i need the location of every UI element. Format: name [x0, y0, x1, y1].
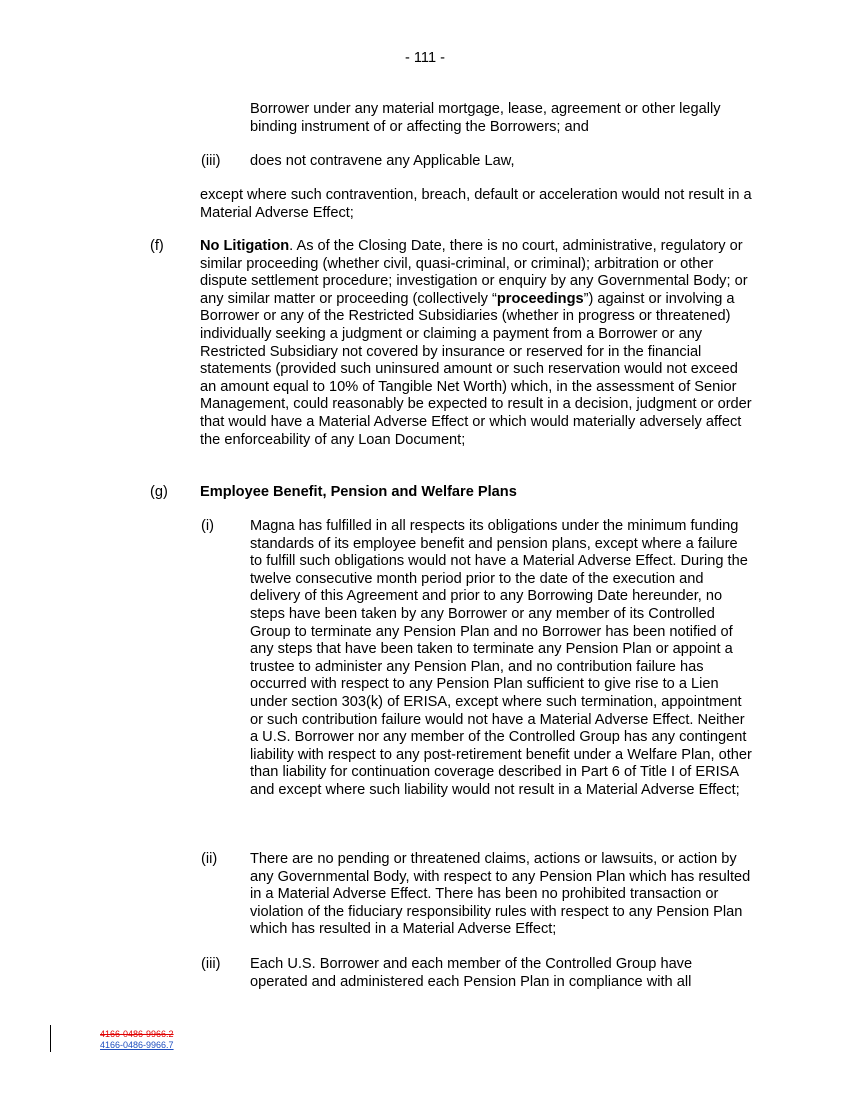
section-g-item-i-text: Magna has fulfilled in all respects its obligations under the minimum funding standards of its employee benefit and pension plans, except where a failure to fulfill such obligations would not have a Material Adverse Effect. During the twelve consecutive month period prior to the date of the execution and delivery of this Agreement and prior to any Borrowing Date hereunder, no steps have been taken by any Borrower or any member of its Controlled Group to terminate any Pension Plan and no Borrower has been notified of any steps that have been taken to terminate any Pension Plan or appoint a trustee to administer any Pension Plan, and no contribution failure has occurred with respect to any Pension Plan sufficient to give rise to a Lien under section 303(k) of ERISA, except where such termination, appointment or such contribution failure would not have a Material Adverse Effect. Neither a U.S. Borrower nor any member of the Controlled Group has any contingent liability with respect to any post-retirement benefit under a Welfare Plan, other than liability for continuation coverage described in Part 6 of Title I of ERISA and except where such liability would not result in a Material Adverse Effect;	[250, 518, 752, 798]
section-g-item-iii-text: Each U.S. Borrower and each member of the Controlled Group have operated and administered each Pension Plan in compliance with all	[250, 956, 693, 990]
item-iii-text: does not contravene any Applicable Law,	[250, 153, 515, 169]
continuation-paragraph: Borrower under any material mortgage, lease, agreement or other legally binding instrument of or affecting the Borrowers; and	[250, 101, 721, 135]
section-g-item-ii-label: (ii)	[201, 851, 218, 867]
document-ref-old: 4166-0486-9966.2	[100, 1029, 174, 1039]
section-g-label: (g)	[150, 484, 168, 500]
section-f-label: (f)	[150, 238, 164, 254]
section-f-paragraph	[200, 238, 756, 449]
section-g-item-i-label: (i)	[201, 518, 214, 534]
page-number: - 111 -	[404, 50, 445, 66]
document-ref-new: 4166-0486-9966.7	[100, 1040, 174, 1050]
item-iii-label: (iii)	[201, 153, 221, 169]
section-g-item-iii-label: (iii)	[201, 956, 221, 972]
section-f-text-1: . As of the Closing Date, there is no court, administrative, regulatory or similar proceeding (whether civil, quasi-criminal, or criminal); arbitration or other dispute settlement procedure; investigation or enquiry by any Governmental Body; or any similar matter or proceeding (collectively “	[200, 238, 748, 307]
section-f-text-2: ”) against or involving a Borrower or any of the Restricted Subsidiaries (whether in progress or threatened) individually seeking a judgment or claiming a payment from a Borrower or any Restricted Subsidiary not covered by insurance or reserved for in the financial statements (provided such uninsured amount or such reservation would not exceed an amount equal to 10% of Tangible Net Worth) which, in the assessment of Senior Management, could reasonably be expected to result in a decision, judgment or order that would have a Material Adverse Effect or which would materially adversely affect the enforceability of any Loan Document;	[200, 290, 752, 448]
section-f-heading: No Litigation	[200, 238, 290, 254]
except-clause: except where such contravention, breach, default or acceleration would not result in a Material Adverse Effect;	[200, 187, 752, 221]
defined-term-proceedings: proceedings	[496, 290, 584, 307]
change-bar	[50, 1025, 51, 1052]
section-g-item-ii-text: There are no pending or threatened claims, actions or lawsuits, or action by any Governmental Body, with respect to any Pension Plan which has resulted in a Material Adverse Effect. There has been no prohibited transaction or violation of the fiduciary responsibility rules with respect to any Pension Plan which has resulted in a Material Adverse Effect;	[250, 851, 751, 938]
section-g-heading: Employee Benefit, Pension and Welfare Plans	[200, 484, 517, 500]
